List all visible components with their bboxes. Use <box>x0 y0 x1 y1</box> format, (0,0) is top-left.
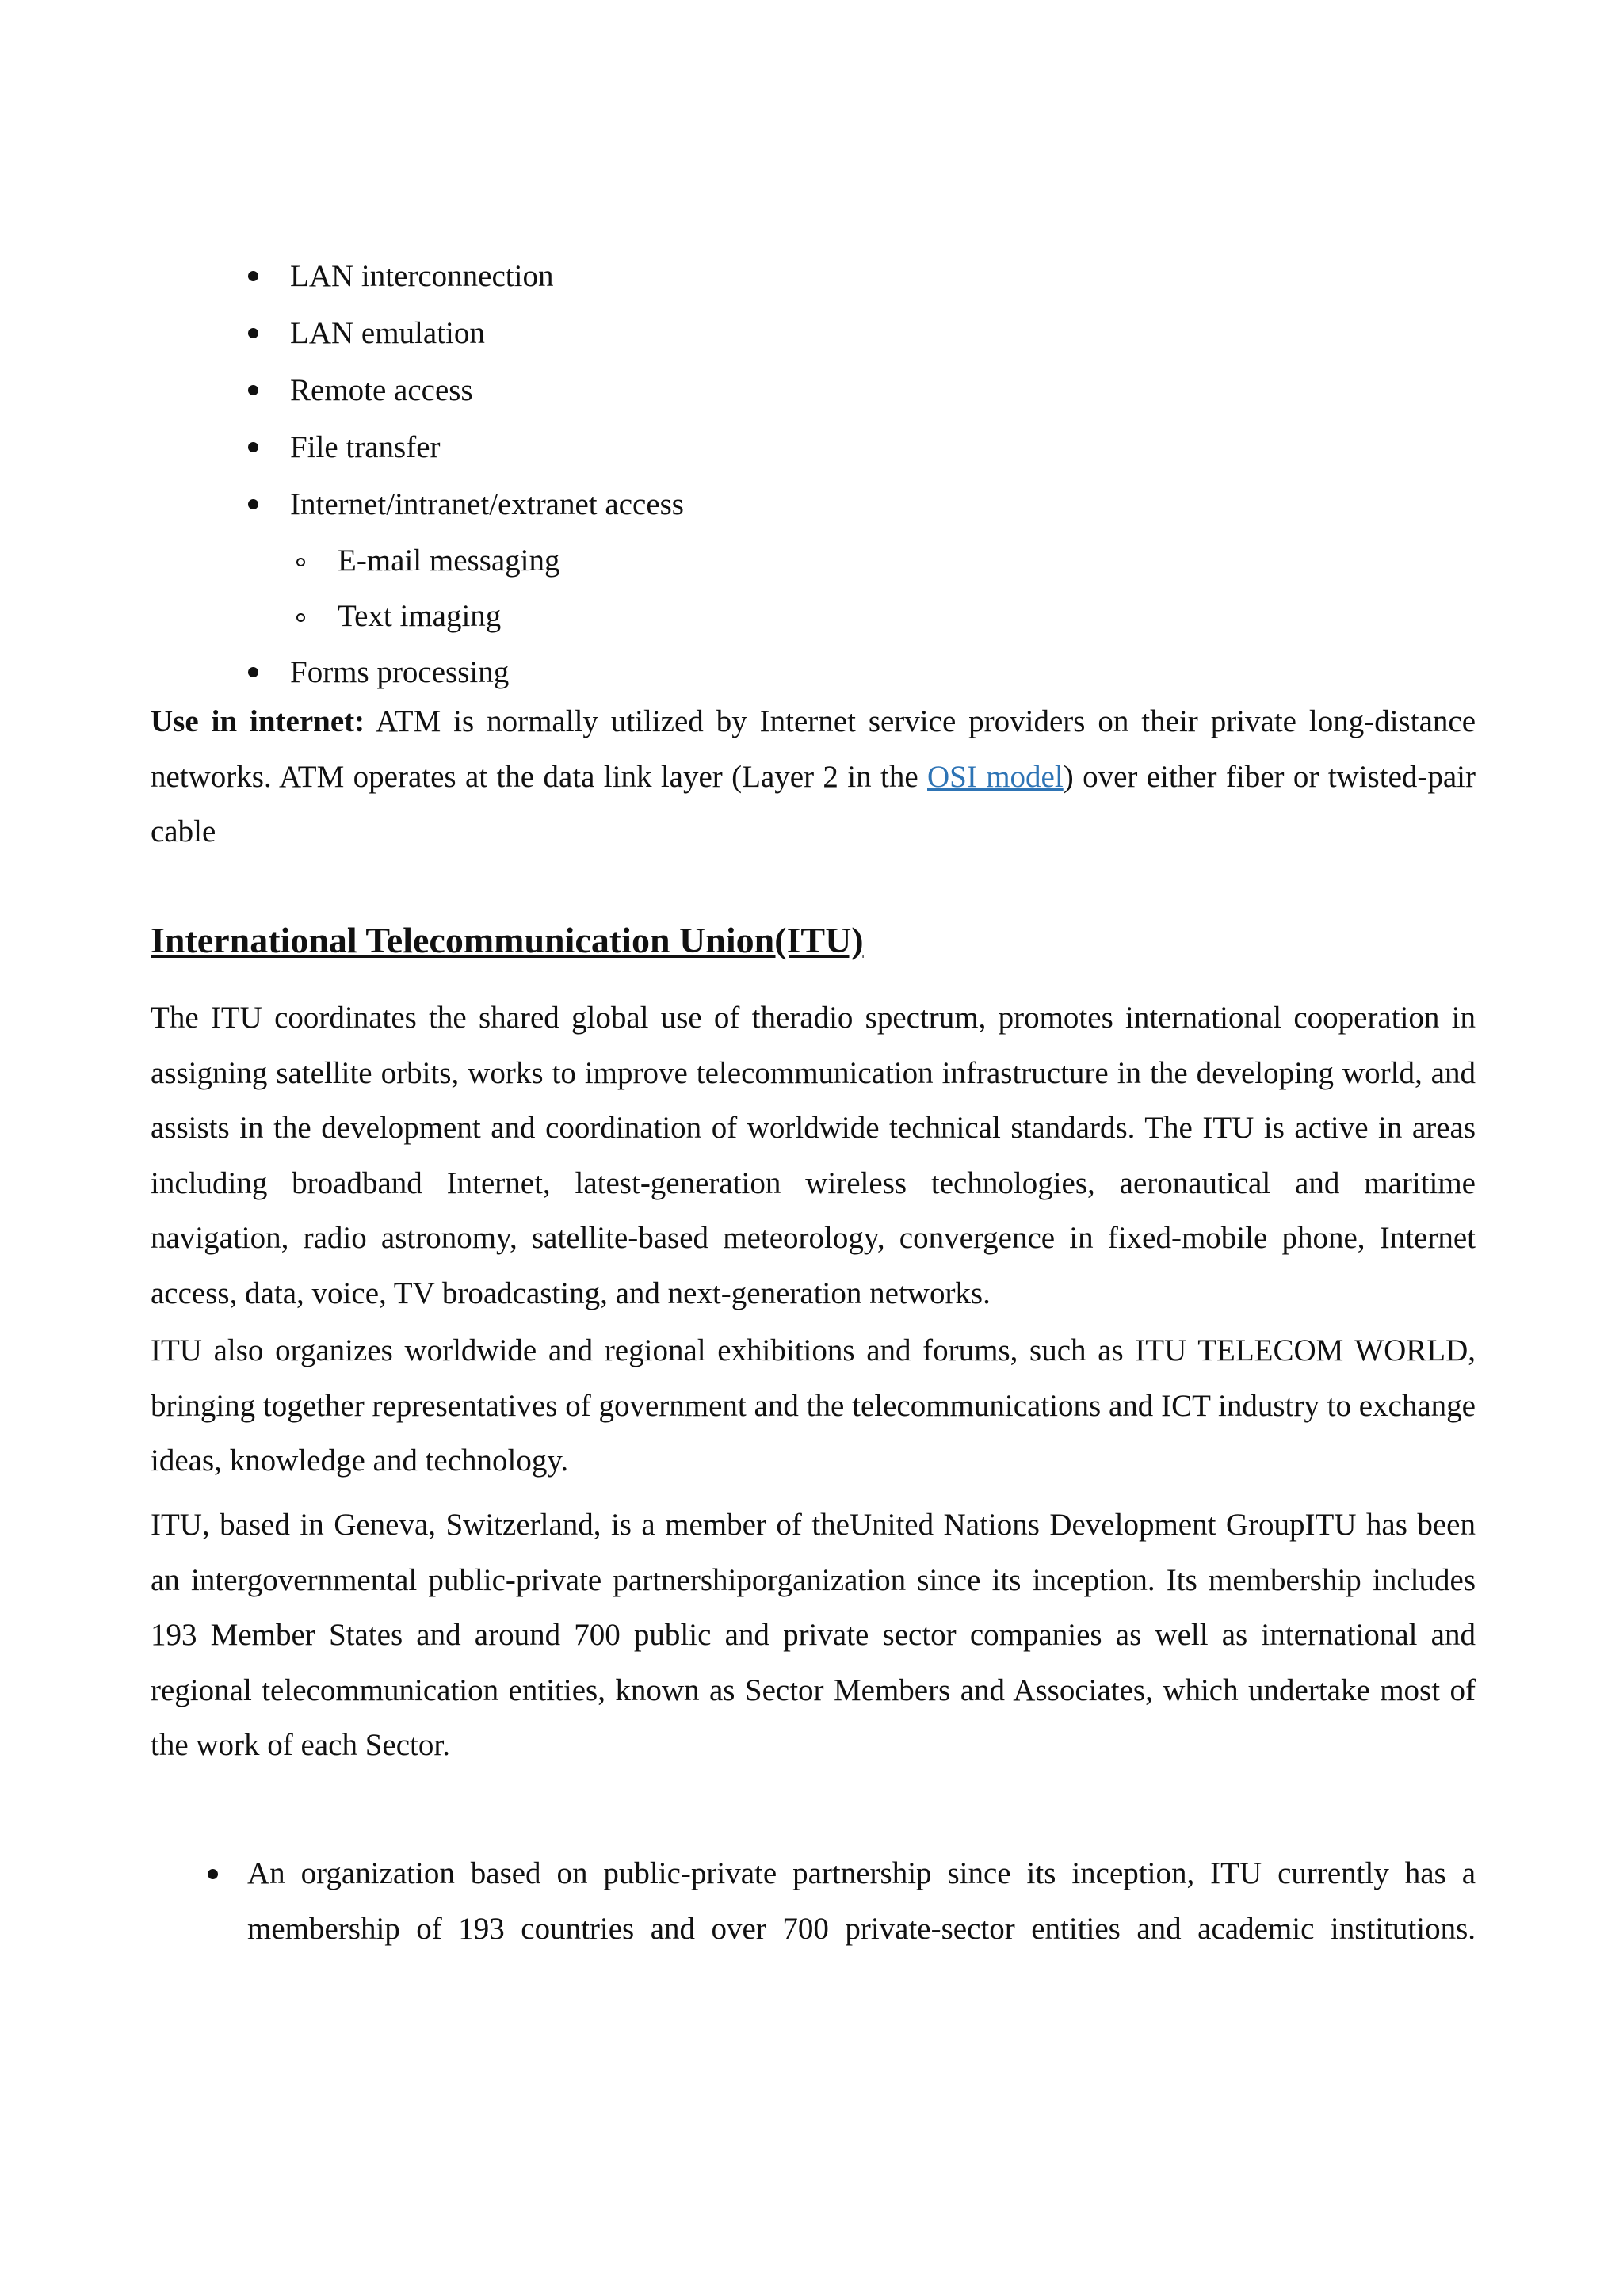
sub-list <box>290 533 684 644</box>
list-item: File transfer <box>246 419 684 476</box>
itu-paragraph-1: The ITU coordinates the shared global use of theradio spectrum, promotes international cooperation in assigning satellite orbits, works to improve telecommunication infrastructure in the developing world, and assists in the development and coordination of worldwide technical standards. The ITU is active in areas including broadband Internet, latest-generation wireless technologies, aeronautical and maritime navigation, radio astronomy, satellite-based meteorology, convergence in fixed-mobile phone, Internet access, data, voice, TV broadcasting, and next-generation networks. <box>151 1001 1476 1310</box>
atm-applications-list <box>246 248 684 701</box>
itu-paragraph-2: ITU also organizes worldwide and regional exhibitions and forums, such as ITU TELECOM WORLD, bringing together representatives of government and the telecommunications and ICT industry to exchange ideas, knowledge and technology. <box>151 1333 1476 1478</box>
list-item: An organization based on public-private partnership since its inception, ITU currently has a membership of 193 countries and over 700 private-sector entities and academic institutions. <box>151 1846 1476 1956</box>
list-item: Remote access <box>246 362 684 419</box>
sub-list-item: E-mail messaging <box>246 533 684 589</box>
sub-list-item: Text imaging <box>246 589 684 644</box>
list-item: Forms processing <box>246 644 684 701</box>
osi-model-link[interactable]: OSI model <box>927 759 1064 794</box>
itu-paragraph-3: ITU, based in Geneva, Switzerland, is a member of theUnited Nations Development GroupITU has been an intergovernmental public-private partnershiporganization since its inception. Its membership includes 193 Member States and around 700 public and private sector companies as well as international and regional telecommunication entities, known as Sector Members and Associates, which undertake most of the work of each Sector. <box>151 1508 1476 1762</box>
list-item: Internet/intranet/extranet access E-mail messaging Text imaging <box>246 476 684 644</box>
list-item: LAN emulation <box>246 305 684 362</box>
itu-bullet-list <box>151 1846 1476 1956</box>
section-heading: International Telecommunication Union(ITU) <box>151 920 864 960</box>
internet-use-paragraph: Use in internet: ATM is normally utilized by Internet service providers on their private long-distance networks. ATM operates at the data link layer (Layer 2 in the OSI model) over either fiber or twisted-pair cable <box>151 704 1476 849</box>
list-item: LAN interconnection <box>246 248 684 305</box>
internet-use-label: Use in internet: <box>151 704 365 738</box>
